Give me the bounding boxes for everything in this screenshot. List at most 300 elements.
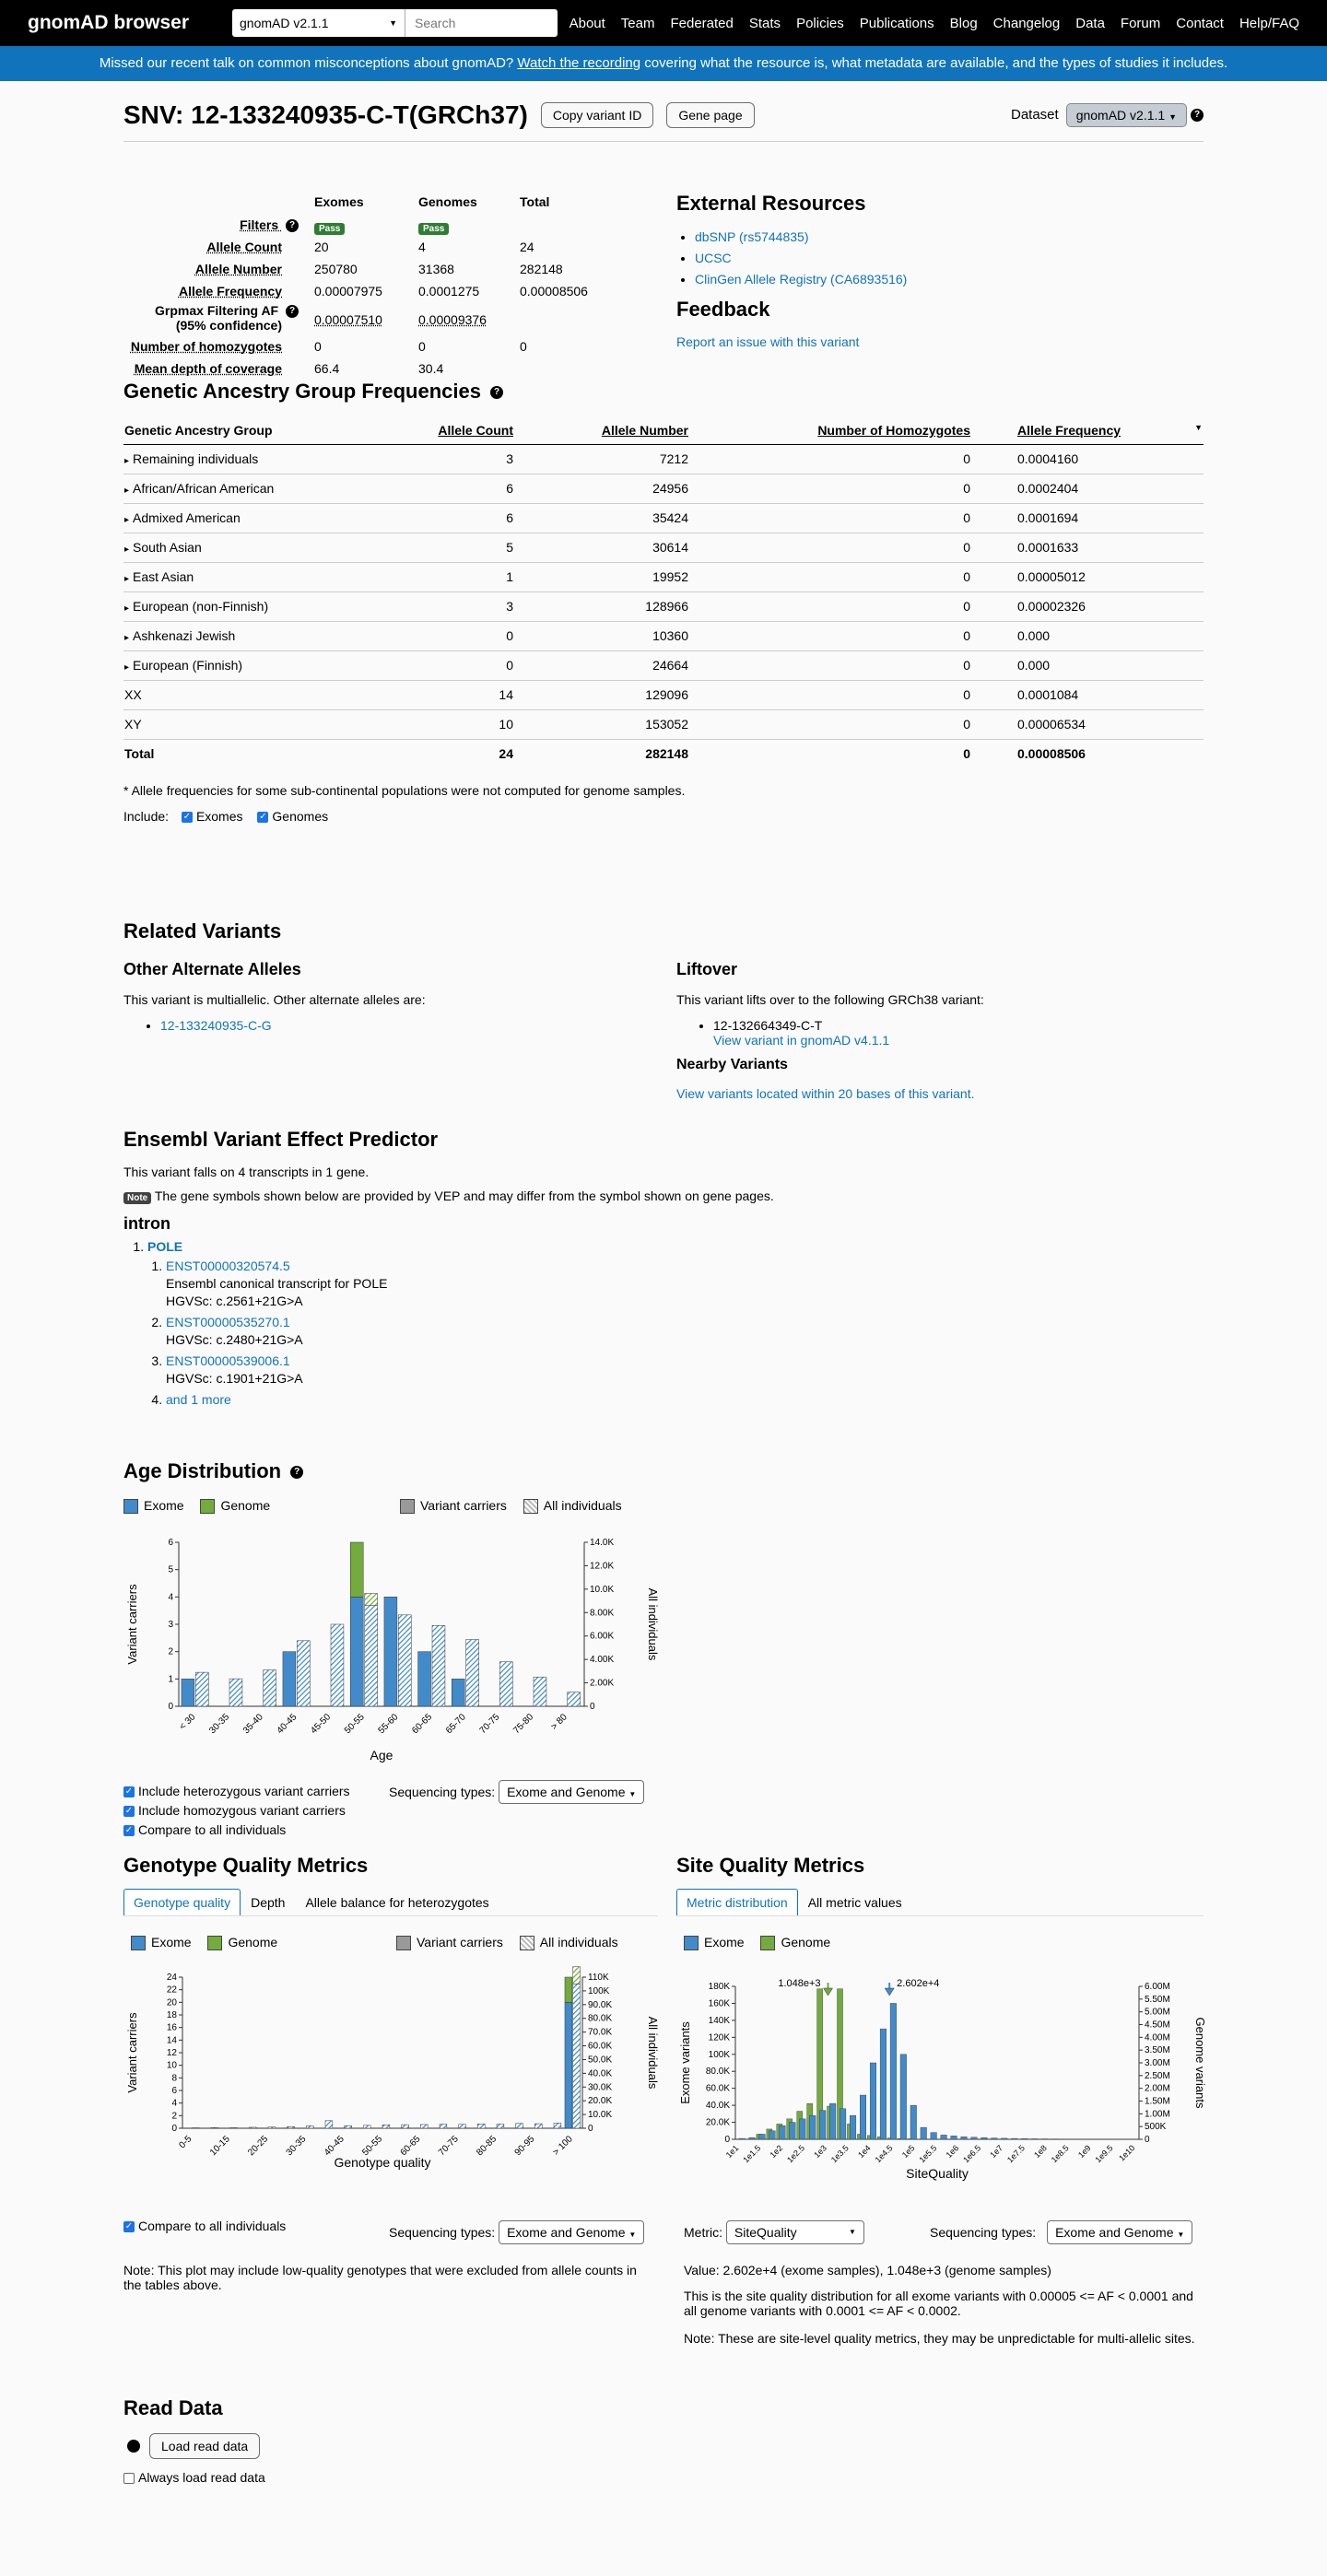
- transcript-list: [147, 1258, 1204, 1409]
- clingen-link[interactable]: ClinGen Allele Registry (CA6893516): [695, 272, 907, 287]
- expand-caret-icon[interactable]: ▸: [124, 544, 129, 555]
- ucsc-link[interactable]: UCSC: [695, 251, 732, 265]
- ancestry-group-name: [123, 444, 345, 474]
- expand-caret-icon[interactable]: ▸: [124, 662, 129, 673]
- tab-genotype-quality[interactable]: Genotype quality: [123, 1889, 241, 1915]
- allele-number-cell-text: 129096: [645, 687, 688, 702]
- x-tick-label: 1e5: [900, 2143, 917, 2160]
- liftover-list: [676, 1018, 1192, 1048]
- list-item: [166, 1314, 1204, 1349]
- exome-bar: [921, 2127, 927, 2139]
- help-icon[interactable]: ?: [290, 1466, 303, 1479]
- y-tick-label: 0: [171, 2124, 177, 2134]
- allele-count-cell: [345, 680, 514, 709]
- row-label-allele-frequency[interactable]: Allele Frequency: [123, 284, 282, 299]
- tab-metric-distribution[interactable]: Metric distribution: [676, 1889, 798, 1915]
- include-hom-checkbox[interactable]: [123, 1801, 350, 1821]
- site-logo[interactable]: gnomAD browser: [28, 12, 232, 34]
- homozygotes-cell: [689, 474, 971, 503]
- y2-tick-label: 0: [588, 2124, 593, 2134]
- genome-swatch: [760, 1936, 775, 1950]
- row-label-allele-count[interactable]: Allele Count: [123, 240, 282, 254]
- allele-count-cell: [345, 474, 514, 503]
- exome-bar: [769, 2131, 776, 2139]
- y2-tick-label: 2.50M: [1145, 2071, 1170, 2081]
- col-allele-number[interactable]: [514, 416, 689, 444]
- table-row[interactable]: [123, 562, 1204, 591]
- nav-blog[interactable]: Blog: [950, 16, 978, 31]
- genome-homozygotes: 0: [418, 339, 426, 354]
- transcript-link[interactable]: ENST00000539006.1: [166, 1353, 290, 1368]
- other-alleles-text: This variant is multiallelic. Other alternate alleles are:: [123, 992, 640, 1007]
- exome-bar: [819, 2111, 826, 2139]
- x-tick-label: 1e2: [768, 2143, 784, 2160]
- y-tick-label: 10: [167, 2061, 178, 2071]
- row-label-homozygotes[interactable]: Number of homozygotes: [123, 339, 282, 354]
- y2-tick-label: 12.0K: [590, 1561, 614, 1571]
- grpmax-label-sub: (95% confidence): [176, 318, 282, 333]
- x-tick-label: 75-80: [511, 1712, 535, 1736]
- other-alleles-block: [123, 960, 640, 1033]
- homozygotes-cell: [689, 680, 971, 709]
- allele-count-cell-text: 3: [506, 451, 513, 466]
- nav-policies[interactable]: Policies: [796, 16, 844, 31]
- ancestry-group-name: [123, 621, 345, 650]
- sort-desc-icon: ▼: [1194, 423, 1203, 432]
- dataset-select[interactable]: [232, 9, 405, 37]
- tab-depth[interactable]: Depth: [241, 1889, 295, 1915]
- total-allele-number: 282148: [520, 262, 563, 276]
- genome-grpmax-af[interactable]: 0.00009376: [418, 312, 487, 327]
- col-allele-frequency[interactable]: [971, 416, 1204, 444]
- table-row[interactable]: [123, 444, 1204, 474]
- genome-filter-pass: Pass: [418, 223, 449, 235]
- copy-variant-id-button[interactable]: Copy variant ID: [541, 102, 653, 128]
- y2-tick-label: 10.0K: [590, 1585, 614, 1595]
- table-row[interactable]: [123, 533, 1204, 562]
- tab-all-metric-values[interactable]: All metric values: [798, 1889, 912, 1915]
- y-tick-label: 4: [171, 2099, 177, 2109]
- genome-swatch: [200, 1499, 215, 1514]
- list-item: [166, 1258, 1204, 1310]
- exome-allele-number: 250780: [314, 262, 358, 276]
- page-content: [123, 88, 1204, 2576]
- sq-description: This is the site quality distribution for all exome variants with 0.00005 <= AF < 0.0001 and all genome variants with 0.0001 <= AF < 0.0002.: [684, 2289, 1200, 2318]
- gene-page-button[interactable]: Gene page: [666, 102, 754, 128]
- y-tick-label: 40.0K: [706, 2101, 730, 2111]
- y-tick-label: 140K: [709, 2016, 731, 2026]
- nav-team[interactable]: Team: [621, 16, 655, 31]
- x-tick-label: > 100: [551, 2134, 575, 2158]
- view-v4-link[interactable]: View variant in gnomAD v4.1.1: [713, 1033, 889, 1048]
- x-tick-label: 60-65: [410, 1712, 434, 1736]
- age-legend-right: [400, 1498, 622, 1514]
- x-tick-label: 1e7.5: [1005, 2143, 1027, 2164]
- y2-tick-label: 6.00M: [1145, 1982, 1170, 1992]
- all-individuals-bar: [477, 2124, 485, 2128]
- allele-frequency-cell-text: 0.0004160: [1017, 451, 1078, 466]
- exome-swatch: [684, 1936, 699, 1950]
- col-ancestry-group[interactable]: Genetic Ancestry Group: [123, 416, 345, 444]
- all-individuals-bar: [466, 1640, 479, 1706]
- x-tick-label: 1e4: [856, 2143, 873, 2160]
- allele-frequency-cell: [971, 591, 1204, 621]
- table-row[interactable]: [123, 503, 1204, 533]
- y2-tick-label: 2.00K: [590, 1679, 614, 1689]
- ancestry-group-name: [123, 562, 345, 591]
- all-individuals-bar: [249, 2127, 256, 2128]
- all-individuals-bar: [229, 1679, 242, 1706]
- legend-genome: Genome: [228, 1935, 277, 1950]
- y2-tick-label: 110K: [588, 1973, 609, 1983]
- nav-help[interactable]: Help/FAQ: [1239, 16, 1299, 31]
- chevron-down-icon: ▼: [1168, 112, 1177, 122]
- y-tick-label: 24: [167, 1973, 178, 1983]
- nav-publications[interactable]: Publications: [860, 16, 934, 31]
- y2-axis-title: Genome variants: [1193, 2018, 1207, 2109]
- homozygotes-cell-text: 0: [963, 451, 970, 466]
- y-tick-label: 20: [167, 1997, 178, 2008]
- variant-header: [123, 88, 1204, 142]
- exome-bar: [1011, 2138, 1017, 2139]
- site-quality-section: [676, 1854, 1204, 2370]
- allele-count-cell-text: 0: [506, 658, 513, 673]
- vep-text: This variant falls on 4 transcripts in 1 gene.: [123, 1165, 1204, 1179]
- y-tick-label: 1: [168, 1674, 173, 1684]
- expand-caret-icon[interactable]: ▸: [124, 574, 129, 584]
- x-tick-label: 40-45: [323, 2134, 346, 2158]
- x-tick-label: 35-40: [241, 1712, 265, 1736]
- allele-count-cell-text: 3: [506, 599, 513, 614]
- dataset-dropdown[interactable]: [1066, 103, 1187, 127]
- ancestry-table-body: [123, 444, 1204, 768]
- compare-all-checkbox[interactable]: [123, 1821, 350, 1840]
- allele-number-cell-text: 153052: [645, 717, 688, 732]
- y-tick-label: 2: [171, 2111, 177, 2121]
- list-item: [160, 1018, 640, 1033]
- table-row[interactable]: [123, 591, 1204, 621]
- expand-caret-icon[interactable]: ▸: [124, 486, 129, 496]
- always-load-checkbox[interactable]: [123, 2470, 658, 2485]
- grpmax-label: Grpmax Filtering AF: [155, 303, 278, 318]
- nav-forum[interactable]: Forum: [1121, 16, 1160, 31]
- all-individuals-bar: [432, 1625, 445, 1706]
- include-genomes-checkbox[interactable]: [257, 809, 328, 824]
- allele-number-cell-text: 282148: [645, 746, 688, 761]
- list-item: [166, 1352, 1204, 1388]
- exome-bar: [850, 2115, 856, 2139]
- expand-caret-icon[interactable]: ▸: [124, 515, 129, 525]
- help-icon[interactable]: ?: [490, 386, 503, 399]
- y-tick-label: 22: [167, 1985, 178, 1996]
- homozygotes-cell-text: 0: [963, 658, 970, 673]
- x-tick-label: 1e9: [1076, 2143, 1093, 2160]
- exome-bar: [1002, 2138, 1008, 2139]
- nav-data[interactable]: Data: [1075, 16, 1105, 31]
- y2-tick-label: 60.0K: [588, 2042, 612, 2052]
- list-item: [695, 269, 1192, 290]
- expand-caret-icon[interactable]: ▸: [124, 603, 129, 614]
- genotype-quality-section: [123, 1854, 658, 2296]
- allele-number-cell: [514, 533, 689, 562]
- list-item: [713, 1018, 1192, 1048]
- allele-frequency-cell-text: 0.000: [1017, 628, 1050, 643]
- exome-mean-depth: 66.4: [314, 361, 339, 376]
- table-row[interactable]: [123, 474, 1204, 503]
- transcript-link[interactable]: ENST00000320574.5: [166, 1259, 290, 1273]
- exome-swatch: [123, 1499, 138, 1514]
- x-tick-label: 90-95: [513, 2134, 537, 2158]
- col-header-genomes: Genomes: [418, 194, 477, 209]
- gq-compare-checkbox[interactable]: [123, 2219, 286, 2233]
- seq-type-label: Sequencing types:: [389, 2225, 495, 2240]
- ancestry-group-name-text: Remaining individuals: [133, 451, 258, 466]
- homozygotes-cell-text: 0: [963, 599, 970, 614]
- allele-count-cell-text: 5: [506, 540, 513, 555]
- y2-tick-label: 3.50M: [1145, 2045, 1170, 2055]
- exome-grpmax-af[interactable]: 0.00007510: [314, 312, 382, 327]
- homozygotes-cell: [689, 621, 971, 650]
- ancestry-group-name-text: East Asian: [133, 569, 194, 584]
- total-allele-count: 24: [520, 240, 534, 254]
- dbsnp-link[interactable]: dbSNP (rs5744835): [695, 229, 808, 244]
- exome-bar: [880, 2029, 887, 2139]
- metric-select[interactable]: [726, 2220, 864, 2244]
- vep-note-text: The gene symbols shown below are provided by VEP and may differ from the symbol shown on gene pages.: [155, 1188, 774, 1203]
- help-icon[interactable]: [127, 2440, 140, 2453]
- all-individuals-bar: [230, 2127, 238, 2128]
- y2-tick-label: 8.00K: [590, 1608, 614, 1618]
- top-nav-bar: [0, 0, 1327, 46]
- all-individuals-bar: [534, 1677, 546, 1706]
- exome-filter-pass: Pass: [314, 223, 345, 235]
- col-allele-count-label: Allele Count: [438, 423, 513, 438]
- all-individuals-bar: [402, 2125, 409, 2128]
- chevron-down-icon: ▼: [849, 2228, 856, 2236]
- allele-number-cell: [514, 739, 689, 768]
- search-input[interactable]: Search: [405, 9, 558, 37]
- allele-number-cell-text: 19952: [652, 569, 688, 584]
- allele-number-cell-text: 24664: [652, 658, 688, 673]
- expand-caret-icon[interactable]: ▸: [124, 633, 129, 643]
- all-individuals-bar: [325, 2121, 333, 2128]
- expand-caret-icon[interactable]: ▸: [124, 456, 129, 466]
- ancestry-group-name: [123, 650, 345, 680]
- y-tick-label: 5: [168, 1565, 173, 1575]
- x-tick-label: 1e6: [945, 2143, 961, 2160]
- allele-frequency-cell: [971, 533, 1204, 562]
- row-label-filters[interactable]: [123, 217, 299, 232]
- x-tick-label: 1e9.5: [1094, 2143, 1115, 2164]
- row-label-mean-depth[interactable]: Mean depth of coverage: [123, 361, 282, 376]
- all-individuals-bar: [420, 2125, 428, 2128]
- banner-link[interactable]: Watch the recording: [517, 55, 640, 71]
- nav-about[interactable]: About: [570, 16, 605, 31]
- report-issue-link[interactable]: Report an issue with this variant: [676, 334, 859, 349]
- age-title: [123, 1459, 658, 1483]
- table-row[interactable]: [123, 621, 1204, 650]
- y2-tick-label: 4.00K: [590, 1655, 614, 1665]
- nearby-variants-link[interactable]: View variants located within 20 bases of this variant.: [676, 1086, 974, 1101]
- vep-section: [123, 1128, 1204, 1409]
- ancestry-group-name-text: Admixed American: [133, 510, 241, 525]
- col-homozygotes[interactable]: [689, 416, 971, 444]
- y-tick-label: 180K: [709, 1982, 731, 1992]
- allele-frequency-cell-text: 0.0001694: [1017, 510, 1078, 525]
- exome-bar: [961, 2137, 968, 2139]
- allele-frequency-cell-text: 0.00002326: [1017, 599, 1086, 614]
- y-tick-label: 6: [171, 2086, 177, 2096]
- allele-number-cell-text: 35424: [652, 510, 688, 525]
- gene-link[interactable]: POLE: [147, 1239, 182, 1254]
- homozygotes-cell-text: 0: [963, 746, 970, 761]
- include-exomes-checkbox[interactable]: [182, 809, 243, 824]
- dataset-selector: [1011, 103, 1204, 127]
- y-tick-label: 160K: [709, 1998, 731, 2008]
- all-individuals-bar: [398, 1615, 411, 1706]
- y2-tick-label: 1.00M: [1145, 2109, 1170, 2119]
- allele-number-cell-text: 128966: [645, 599, 688, 614]
- x-tick-label: 1e8: [1032, 2143, 1049, 2160]
- total-allele-frequency: 0.00008506: [520, 284, 588, 299]
- y2-tick-label: 20.0K: [588, 2096, 612, 2106]
- y-tick-label: 80.0K: [706, 2067, 730, 2077]
- allele-count-cell: [345, 739, 514, 768]
- legend-exome: Exome: [151, 1935, 192, 1950]
- status-badge: [418, 219, 449, 235]
- homozygotes-cell-text: 0: [963, 540, 970, 555]
- help-icon[interactable]: ?: [286, 219, 299, 232]
- checkbox-unchecked-icon: [123, 2473, 135, 2484]
- x-tick-label: 55-60: [377, 1712, 401, 1736]
- nav-federated[interactable]: Federated: [670, 16, 733, 31]
- allele-count-cell-text: 1: [506, 569, 513, 584]
- allele-frequency-cell: [971, 562, 1204, 591]
- ancestry-group-name-text: European (non-Finnish): [133, 599, 268, 614]
- exome-bar: [860, 2095, 866, 2139]
- site-quality-chart: [676, 1968, 1204, 2180]
- all-individuals-bar: [554, 2123, 561, 2128]
- y-tick-label: 3: [168, 1620, 173, 1630]
- allele-number-cell: [514, 562, 689, 591]
- y2-tick-label: 0: [1145, 2135, 1150, 2145]
- homozygotes-cell: [689, 739, 971, 768]
- all-individuals-bar: [573, 1984, 581, 2128]
- exome-allele-count: 20: [314, 240, 329, 254]
- show-more-transcripts-link[interactable]: and 1 more: [166, 1392, 231, 1407]
- homozygotes-cell: [689, 503, 971, 533]
- table-total-row: [123, 739, 1204, 768]
- exome-bar: [971, 2137, 978, 2139]
- col-header-total: Total: [520, 194, 549, 209]
- ancestry-group-name: [123, 680, 345, 709]
- x-tick-label: 50-55: [360, 2134, 384, 2158]
- x-tick-label: 10-15: [208, 2134, 232, 2158]
- x-tick-label: 1e2.5: [785, 2143, 806, 2164]
- y2-axis-title: All individuals: [646, 1588, 660, 1661]
- y2-tick-label: 1.50M: [1145, 2097, 1170, 2107]
- include-het-checkbox[interactable]: [123, 1782, 350, 1801]
- homozygotes-cell: [689, 650, 971, 680]
- allele-frequency-cell: [971, 444, 1204, 474]
- col-allele-frequency-label: Allele Frequency: [1017, 423, 1121, 438]
- chevron-down-icon: ▼: [628, 1790, 636, 1798]
- y2-tick-label: 90.0K: [588, 2000, 612, 2010]
- x-axis-title: Genotype quality: [334, 2155, 430, 2170]
- x-tick-label: < 30: [178, 1712, 198, 1732]
- all-individuals-bar: [459, 2125, 466, 2128]
- sq-note: Note: These are site-level quality metrics, they may be unpredictable for multi-allelic sites.: [684, 2331, 1200, 2346]
- genome-mean-depth: 30.4: [418, 361, 443, 376]
- nav-changelog[interactable]: Changelog: [993, 16, 1061, 31]
- exome-bar: [790, 2123, 796, 2139]
- all-individuals-bar: [264, 1670, 276, 1706]
- row-label-grpmax[interactable]: [123, 303, 299, 333]
- sq-metric-select-group: [684, 2220, 864, 2244]
- exome-bar: [870, 2063, 876, 2139]
- nav-contact[interactable]: Contact: [1176, 16, 1224, 31]
- y-tick-label: 20.0K: [706, 2118, 730, 2128]
- dataset-label: Dataset: [1011, 107, 1059, 123]
- total-homozygotes: 0: [520, 339, 527, 354]
- checkbox-checked-icon: ✓: [123, 1806, 135, 1817]
- exome-bar: [800, 2119, 806, 2139]
- row-label-allele-number[interactable]: Allele Number: [123, 262, 282, 276]
- transcript-link[interactable]: ENST00000535270.1: [166, 1315, 290, 1329]
- checkbox-checked-icon: ✓: [123, 2221, 135, 2232]
- x-tick-label: 70-75: [478, 1712, 502, 1736]
- allele-number-cell: [514, 503, 689, 533]
- nav-stats[interactable]: Stats: [749, 16, 781, 31]
- help-icon[interactable]: ?: [1191, 109, 1204, 122]
- ancestry-title-text: Genetic Ancestry Group Frequencies: [123, 380, 481, 403]
- homozygotes-cell-text: 0: [963, 569, 970, 584]
- allele-count-cell: [345, 562, 514, 591]
- y2-tick-label: 100K: [588, 1986, 610, 1996]
- seq-type-select[interactable]: [1047, 2220, 1192, 2244]
- tab-allele-balance[interactable]: Allele balance for heterozygotes: [295, 1889, 499, 1915]
- ancestry-table: [123, 416, 1204, 768]
- all-individuals-bar: [365, 1606, 378, 1706]
- x-tick-label: 1e6.5: [961, 2143, 982, 2164]
- y2-tick-label: 10.0K: [588, 2110, 612, 2120]
- exome-bar: [840, 2109, 846, 2139]
- seq-type-select[interactable]: [499, 1780, 644, 1804]
- dataset-search-form: [232, 9, 558, 37]
- list-item: [695, 248, 1192, 269]
- include-genomes-label: Genomes: [272, 809, 328, 824]
- seq-type-select[interactable]: [499, 2220, 644, 2244]
- col-allele-count[interactable]: [345, 416, 514, 444]
- legend-carriers: Variant carriers: [417, 1935, 503, 1950]
- allele-number-cell: [514, 680, 689, 709]
- genome-carriers-bar: [350, 1542, 363, 1597]
- other-allele-link[interactable]: 12-133240935-C-G: [160, 1018, 272, 1033]
- table-row[interactable]: [123, 650, 1204, 680]
- chevron-down-icon: ▼: [1177, 2231, 1184, 2239]
- value-marker-label: 1.048e+3: [778, 1978, 820, 1989]
- help-icon[interactable]: ?: [286, 305, 299, 318]
- x-tick-label: 1e8.5: [1050, 2143, 1071, 2164]
- load-read-data-button[interactable]: Load read data: [149, 2433, 260, 2459]
- allele-frequency-cell-text: 0.00008506: [1017, 746, 1086, 761]
- homozygotes-cell-text: 0: [963, 717, 970, 732]
- liftover-title: Liftover: [676, 960, 1192, 979]
- allele-count-cell-text: 6: [506, 481, 513, 496]
- carriers-swatch: [400, 1499, 415, 1514]
- transcript-hgvsc: HGVSc: c.2561+21G>A: [166, 1294, 303, 1308]
- y-tick-label: 6: [168, 1538, 173, 1548]
